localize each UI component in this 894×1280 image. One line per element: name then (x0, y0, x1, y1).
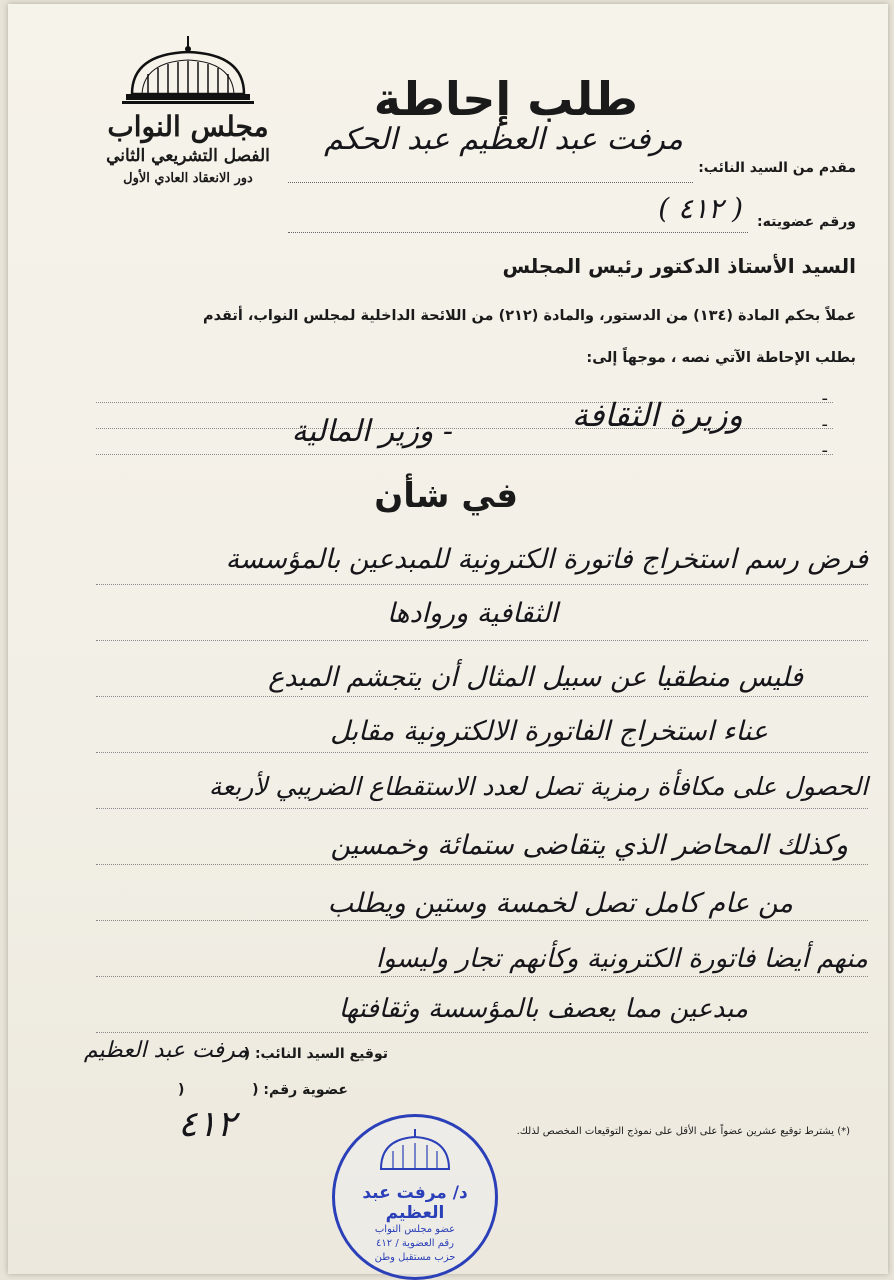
bullet-dash: - (821, 388, 828, 409)
membership-line (288, 232, 748, 233)
logo-session: دور الانعقاد العادي الأول (123, 171, 253, 186)
membership-label: ورقم عضويته: (757, 214, 856, 230)
signature-label: توقيع السيد النائب: ( (243, 1046, 388, 1062)
submitted-by-value: مرفت عبد العظيم عبد الحكم (324, 122, 683, 157)
document-page (8, 4, 888, 1274)
subject-heading: في شأن (374, 476, 518, 516)
page-title: طلب إحاطة (373, 72, 638, 126)
stamp-name: د/ مرفت عبد العظيم (362, 1183, 468, 1223)
logo-subtitle: الفصل التشريعي الثاني (106, 146, 270, 166)
body-line: مبدعين مما يعصف بالمؤسسة وثقافتها (338, 994, 748, 1024)
member-number-label: عضوية رقم: ( (252, 1082, 348, 1098)
addressee: السيد الأستاذ الدكتور رئيس المجلس (502, 254, 856, 278)
body-line: فرض رسم استخراج فاتورة الكترونية للمبدعين بالمؤسسة (225, 544, 868, 575)
dome-icon (118, 34, 258, 106)
official-stamp (332, 1114, 498, 1280)
body-rule (96, 976, 868, 977)
bullet-dash: - (821, 440, 828, 461)
body-rule (96, 584, 868, 585)
body-line: فليس منطقيا عن سبيل المثال أن يتجشم المبدع (268, 662, 803, 693)
intro-line-2: بطلب الإحاطة الآتي نصه ، موجهاً إلى: (586, 350, 856, 366)
body-rule (96, 864, 868, 865)
recipient-1: وزيرة الثقافة (571, 396, 743, 434)
stamp-line: عضو مجلس النواب (374, 1224, 456, 1235)
submitted-by-line (288, 182, 693, 183)
intro-line-1: عملاً بحكم المادة (١٣٤) من الدستور، والمادة (٢١٢) من اللائحة الداخلية لمجلس النواب، أتقدم (202, 308, 856, 324)
body-line: الثقافية وروادها (387, 598, 558, 629)
body-line: عناء استخراج الفاتورة الالكترونية مقابل (330, 716, 768, 747)
body-line: من عام كامل تصل لخمسة وستين ويطلب (327, 888, 793, 919)
submitted-by-label: مقدم من السيد النائب: (698, 160, 856, 176)
logo-title: مجلس النواب (107, 110, 269, 143)
member-number-value: ٤١٢ (178, 1104, 237, 1145)
body-rule (96, 640, 868, 641)
body-rule (96, 808, 868, 809)
body-line: وكذلك المحاضر الذي يتقاضى ستمائة وخمسين (330, 830, 848, 861)
stamp-line: حزب مستقبل وطن (374, 1252, 456, 1263)
member-number-close: ) (178, 1082, 185, 1098)
body-line: منهم أيضا فاتورة الكترونية وكأنهم تجار وليسوا (375, 944, 868, 974)
body-rule (96, 752, 868, 753)
parliament-logo (103, 34, 273, 190)
membership-value: ( ٤١٢ ) (658, 192, 743, 225)
stamp-line: رقم العضوية / ٤١٢ (376, 1238, 454, 1249)
recipient-line-3 (96, 454, 833, 455)
body-line: الحصول على مكافأة رمزية تصل لعدد الاستقطاع الضريبي لأربعة (208, 772, 868, 801)
body-rule (96, 920, 868, 921)
footnote: (*) يشترط توقيع عشرين عضواً على الأقل على نموذج التوقيعات المخصص لذلك. (516, 1126, 850, 1137)
recipient-2: - وزير المالية (291, 414, 453, 449)
body-rule (96, 1032, 868, 1033)
bullet-dash: - (821, 414, 828, 435)
signature-value: مرفت عبد العظيم (83, 1038, 248, 1063)
stamp-dome-icon (375, 1129, 455, 1173)
body-rule (96, 696, 868, 697)
